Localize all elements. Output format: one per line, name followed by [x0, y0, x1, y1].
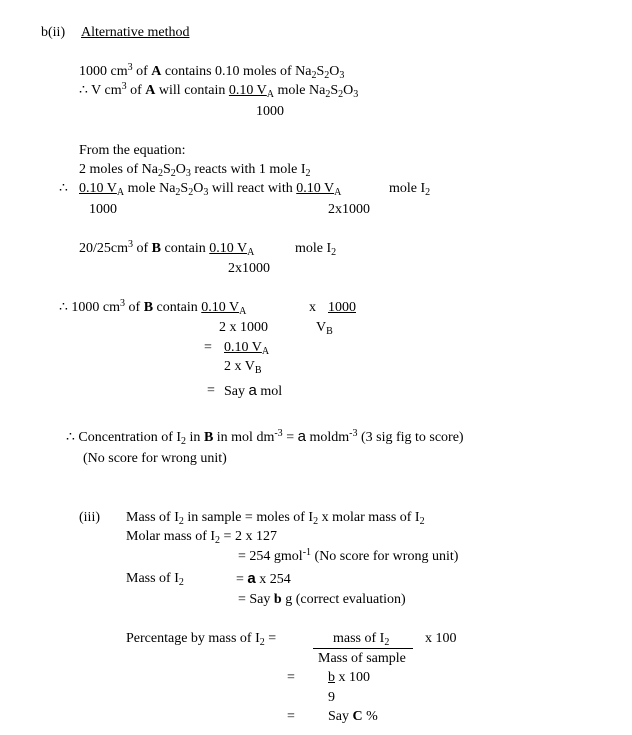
step1-line2: ∴ V $cm^3$ of A will contain 0.10 $V_A$ mole $Na_2S_2O_3$ [79, 81, 359, 100]
therefore-symbol: ∴ [59, 181, 68, 196]
fraction-numerator: b x 100 [328, 670, 370, 685]
multiply-sign: x [309, 300, 316, 315]
part-iii-line1: Mass of $I_2$ in sample = moles of $I_2$ x molar mass of $I_2$ [126, 510, 425, 527]
fraction-denominator: 2 x 1000 [219, 320, 268, 335]
equation-line: 2 moles of $Na_2S_2O_3$ reacts with 1 mole $I_2$ [79, 162, 311, 179]
fraction-numerator: mass of $I_2$ [333, 631, 390, 648]
step1-line1: 1000 $cm^3$ of A contains 0.10 moles of $Na_2S_2O_3$ [79, 62, 345, 81]
fraction-bar [313, 648, 413, 649]
part-iii-line5: = Say b g (correct evaluation) [238, 592, 406, 607]
percentage-label: Percentage by mass of $I_2$ = [126, 631, 277, 648]
part-iii-line4: Mass of $I_2$ [126, 571, 184, 588]
equals-sign: = [207, 383, 215, 398]
concentration-line: ∴ Concentration of $I_2$ in B in mol $dm^{-3} = a$ moldm$^{-3}$ (3 sig fig to score) [66, 428, 464, 447]
times-hundred: x 100 [425, 631, 457, 646]
step-c-line: ∴ 1000 $cm^3$ of B contain 0.10 $V_A$ [59, 298, 247, 317]
fraction-numerator: 0.10 $V_A$ [79, 181, 125, 198]
equals-sign: = [287, 670, 295, 685]
fraction-denominator: 2x1000 [328, 202, 370, 217]
fraction-denominator: 9 [328, 690, 335, 705]
fraction-numerator: 0.10 $V_A$ [296, 181, 342, 198]
fraction-denominator: 2x1000 [228, 261, 270, 276]
part-iii-line3: = 254 gmol$^{-1}$ (No score for wrong unit) [238, 547, 459, 564]
say-c-line: Say C % [328, 709, 378, 724]
fraction-numerator: 0.10 $V_A$ [209, 241, 255, 258]
fraction-denominator: Mass of sample [318, 651, 406, 666]
from-equation: From the equation: [79, 143, 186, 158]
fraction-denominator: 2 x $V_B$ [224, 359, 262, 376]
fraction-numerator: 1000 [328, 300, 356, 315]
fraction-numerator: 0.10 $V_A$ [201, 300, 247, 317]
say-a-line: Say a mol [224, 382, 283, 399]
step1-numerator: 0.10 $V_A$ [228, 83, 275, 100]
step-b-unit: mole $I_2$ [295, 241, 337, 258]
fraction-numerator: 0.10 $V_A$ [224, 340, 270, 357]
part-iii-line4-rhs: = a x 254 [236, 570, 291, 587]
section-title: Alternative method [81, 25, 190, 40]
step1-denominator: 1000 [256, 104, 284, 119]
fraction-denominator: 1000 [89, 202, 117, 217]
part-iii-label: (iii) [79, 510, 100, 525]
equals-sign: = [204, 340, 212, 355]
equals-sign: = [287, 709, 295, 724]
part-iii-line2: Molar mass of $I_2 = 2$ x 127 [126, 529, 277, 546]
fraction-denominator: $V_B$ [316, 320, 333, 337]
step-b-line: $20/25cm^3$ of B contain 0.10 $V_A$ [79, 239, 255, 258]
section-label: b(ii) [41, 25, 66, 40]
reaction-line-end: mole $I_2$ [389, 181, 431, 198]
unit-note: (No score for wrong unit) [83, 451, 227, 466]
reaction-line: 0.10 $V_A$ mole $Na_2S_2O_3$ will react with 0.10 $V_A$ [79, 181, 342, 198]
